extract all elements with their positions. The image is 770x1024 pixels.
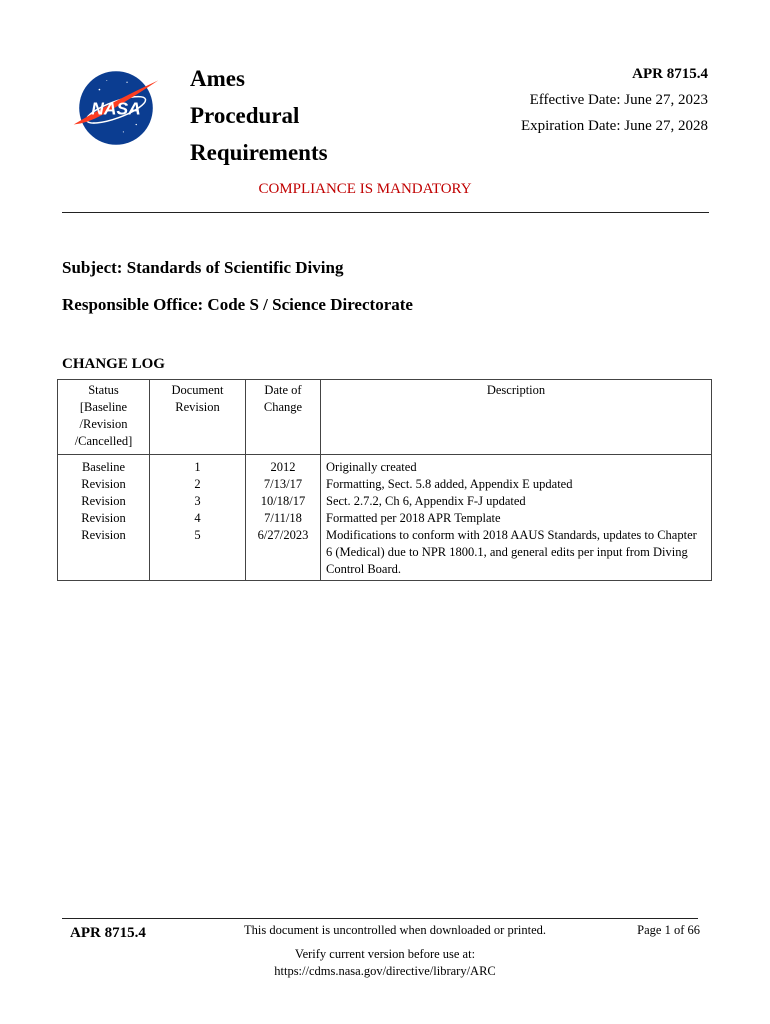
change-log-heading: CHANGE LOG xyxy=(62,356,165,372)
cell-description: Formatting, Sect. 5.8 added, Appendix E updated xyxy=(321,476,712,493)
cell-revision: 5 xyxy=(150,527,246,581)
footer-verify xyxy=(0,946,770,980)
cell-date: 2012 xyxy=(246,455,321,477)
page-number: Page 1 of 66 xyxy=(637,923,700,937)
subject-line: Subject: Standards of Scientific Diving xyxy=(62,258,344,277)
cell-date: 7/13/17 xyxy=(246,476,321,493)
title-line-2: Procedural xyxy=(190,103,300,128)
cell-date: 7/11/18 xyxy=(246,510,321,527)
table-row xyxy=(58,510,712,527)
footer-notice: This document is uncontrolled when downloaded or printed. xyxy=(243,923,547,937)
table-row xyxy=(58,455,712,477)
table-row xyxy=(58,493,712,510)
cell-date: 10/18/17 xyxy=(246,493,321,510)
column-header-description: Description xyxy=(321,380,712,455)
footer-verify-line: Verify current version before use at: xyxy=(294,947,476,961)
cell-status: Revision xyxy=(58,476,150,493)
cell-description: Modifications to conform with 2018 AAUS Standards, updates to Chapter 6 (Medical) due to NPR 1800.1, and general edits per input from Diving Control Board. xyxy=(321,527,712,581)
cell-status: Revision xyxy=(58,527,150,581)
cell-revision: 4 xyxy=(150,510,246,527)
cell-revision: 1 xyxy=(150,455,246,477)
title-line-1: Ames xyxy=(190,66,245,91)
cell-date: 6/27/2023 xyxy=(246,527,321,581)
nasa-logo-text: NASA xyxy=(91,98,141,119)
title-line-3: Requirements xyxy=(190,140,328,165)
column-header-status: Status [Baseline /Revision /Cancelled] xyxy=(58,380,150,455)
table-row xyxy=(58,527,712,581)
cell-status: Revision xyxy=(58,493,150,510)
footer-verify-url: https://cdms.nasa.gov/directive/library/ARC xyxy=(274,964,496,978)
column-header-date: Date of Change xyxy=(246,380,321,455)
responsible-office: Responsible Office: Code S / Science Directorate xyxy=(62,295,413,314)
header-divider xyxy=(62,212,709,213)
table-header-row xyxy=(58,380,712,455)
footer-document-id: APR 8715.4 xyxy=(70,925,146,941)
expiration-date: Expiration Date: June 27, 2028 xyxy=(520,118,708,134)
document-id: APR 8715.4 xyxy=(632,66,708,82)
compliance-notice: COMPLIANCE IS MANDATORY xyxy=(258,181,472,197)
nasa-logo xyxy=(70,62,162,154)
cell-description: Originally created xyxy=(321,455,712,477)
table-row xyxy=(58,476,712,493)
cell-description: Sect. 2.7.2, Ch 6, Appendix F-J updated xyxy=(321,493,712,510)
column-header-revision: Document Revision xyxy=(150,380,246,455)
footer-divider xyxy=(62,918,698,919)
cell-status: Revision xyxy=(58,510,150,527)
effective-date: Effective Date: June 27, 2023 xyxy=(529,92,708,108)
cell-status: Baseline xyxy=(58,455,150,477)
change-log-table xyxy=(57,379,712,581)
cell-description: Formatted per 2018 APR Template xyxy=(321,510,712,527)
cell-revision: 2 xyxy=(150,476,246,493)
cell-revision: 3 xyxy=(150,493,246,510)
